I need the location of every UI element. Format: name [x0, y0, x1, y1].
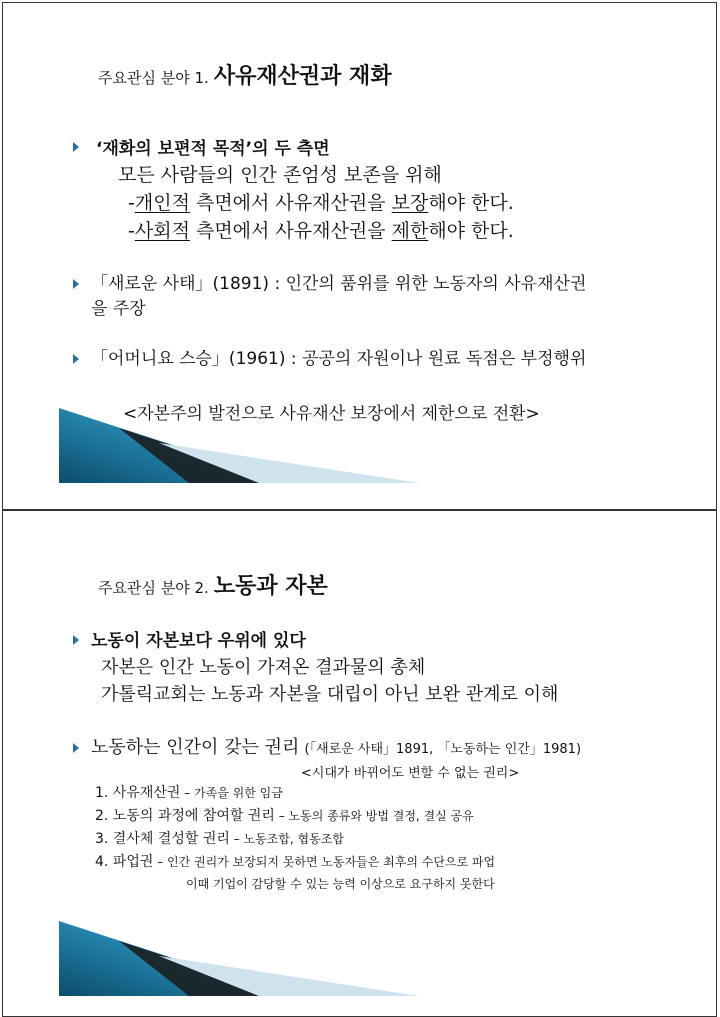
dash: -: [128, 192, 135, 214]
bullet-sub-capital: 자본은 인간 노동이 가져온 결과물의 총체: [101, 657, 426, 678]
bullet-sub-church-view: 가톨릭교회는 노동과 자본을 대립이 아닌 보완 관계로 이해: [101, 684, 559, 705]
slide-1-title-prefix: 주요관심 분야 1.: [98, 69, 209, 87]
slide-2-title-main: 노동과 자본: [213, 574, 328, 599]
right-4-continuation: 이때 기업이 감당할 수 있는 능력 이상으로 요구하지 못한다: [186, 877, 495, 891]
triangle-bullet-icon: [73, 279, 79, 289]
triangle-bullet-icon: [73, 635, 79, 645]
bullet-sub-dignity: 모든 사람들의 인간 존엄성 보존을 위해: [118, 164, 442, 186]
bullet-mater-et-magistra: 「어머니요 스승」(1961) : 공공의 자원이나 원료 독점은 부정행위: [91, 349, 587, 369]
right-4-desc: – 인간 권리가 보장되지 못하면 노동자들은 최후의 수단으로 파업: [153, 855, 496, 869]
slide-1-title-main: 사유재산권과 재화: [213, 64, 392, 89]
slide-1: [2, 2, 717, 510]
text-end: 해야 한다.: [428, 220, 514, 242]
right-3-desc: – 노동조합, 협동조합: [229, 832, 344, 846]
text: 측면에서 사유재산권을: [189, 220, 392, 242]
right-2-title: 2. 노동의 과정에 참여할 권리: [95, 808, 275, 824]
right-item-3: [95, 828, 344, 848]
underlined-social: 사회적: [134, 220, 190, 242]
right-4-title: 4. 파업권: [95, 854, 154, 870]
bullet-workers-rights: [91, 733, 581, 759]
dash: -: [128, 220, 135, 242]
slide-2-corner-decoration: [59, 921, 419, 1001]
underlined-limit: 제한: [391, 220, 429, 242]
triangle-bullet-icon: [73, 743, 79, 753]
bullet-heading-universal-purpose: ‘재화의 보편적 목적’의 두 측면: [96, 139, 330, 159]
bullet-rerum-novarum: 「새로운 사태」(1891) : 인간의 품위를 위한 노동자의 사유재산권: [91, 274, 587, 294]
bullet-heading-labor-over-capital: 노동이 자본보다 우위에 있다: [91, 631, 306, 651]
text: 측면에서 사유재산권을: [189, 192, 392, 214]
workers-rights-note: <시대가 바뀌어도 변할 수 없는 권리>: [301, 766, 520, 781]
slide-1-title: [98, 59, 392, 90]
line-social-aspect: [128, 216, 514, 243]
line-personal-aspect: [128, 188, 514, 215]
right-item-4: [95, 851, 495, 871]
underlined-guarantee: 보장: [391, 192, 429, 214]
workers-rights-reference: (「새로운 사태」1891, 「노동하는 인간」1981): [304, 742, 582, 757]
slide-2: [2, 510, 717, 1017]
slide-2-title: [98, 569, 328, 600]
text-end: 해야 한다.: [428, 192, 514, 214]
right-3-title: 3. 결사체 결성할 권리: [95, 831, 230, 847]
right-2-desc: – 노동의 종류와 방법 결정, 결실 공유: [274, 809, 474, 823]
triangle-bullet-icon: [73, 354, 79, 364]
bullet-rerum-novarum-cont: 을 주장: [91, 299, 146, 319]
underlined-personal: 개인적: [134, 192, 190, 214]
right-1-desc: – 가족을 위한 임금: [180, 786, 283, 800]
workers-rights-heading: 노동하는 인간이 갖는 권리: [91, 737, 300, 758]
slide-1-conclusion: <자본주의 발전으로 사유재산 보장에서 제한으로 전환>: [123, 404, 540, 424]
right-1-title: 1. 사유재산권: [95, 785, 181, 801]
right-item-1: [95, 782, 283, 802]
right-item-2: [95, 805, 474, 825]
triangle-bullet-icon: [73, 142, 79, 152]
slide-2-title-prefix: 주요관심 분야 2.: [98, 579, 209, 597]
